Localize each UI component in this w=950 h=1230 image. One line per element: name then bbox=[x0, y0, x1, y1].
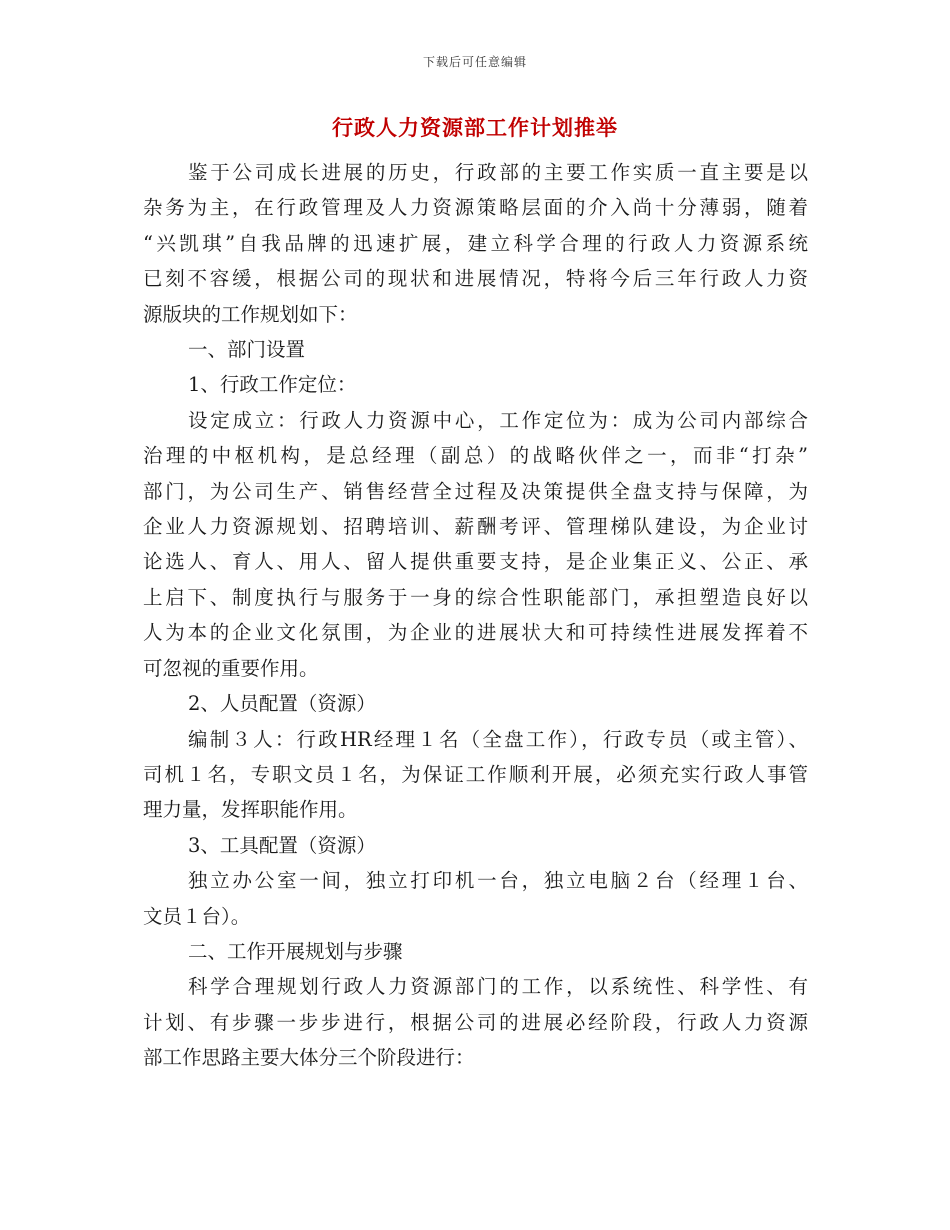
section-heading-department bbox=[143, 332, 808, 367]
page-header-note: 下载后可任意编辑 bbox=[422, 55, 527, 69]
section-heading-planning bbox=[143, 934, 808, 969]
heading-line: 3、工具配置（资源） bbox=[188, 833, 376, 857]
text-line: 上启下、制度执行与服务于一身的综合性职能部门，承担塑造良好以 bbox=[143, 585, 808, 609]
paragraph-staffing bbox=[143, 722, 808, 828]
text-line: 部工作思路主要大体分三个阶段进行： bbox=[143, 1046, 475, 1070]
text-line: 编制３人：行政HR经理１名（全盘工作），行政专员（或主管）、 bbox=[188, 727, 808, 751]
text-line: 司机１名，专职文员１名，为保证工作顺利开展，必须充实行政人事管 bbox=[143, 762, 808, 786]
text-line: 独立办公室一间，独立打印机一台，独立电脑２台（经理１台、 bbox=[188, 869, 808, 893]
text-line: 设定成立：行政人力资源中心，工作定位为：成为公司内部综合 bbox=[188, 408, 808, 432]
paragraph-planning bbox=[143, 969, 808, 1075]
text-line: 文员１台）。 bbox=[143, 904, 251, 928]
paragraph-positioning bbox=[143, 403, 808, 686]
text-line: 杂务为主，在行政管理及人力资源策略层面的介入尚十分薄弱，随着 bbox=[143, 196, 808, 220]
document-title: 行政人力资源部工作计划推举 bbox=[332, 115, 618, 140]
text-line: 人为本的企业文化氛围，为企业的进展状大和可持续性进展发挥着不 bbox=[143, 621, 808, 645]
text-line: “兴凯琪”自我品牌的迅速扩展，建立科学合理的行政人力资源系统 bbox=[143, 231, 808, 255]
heading-line: 一、部门设置 bbox=[188, 338, 306, 362]
subheading-tools bbox=[143, 828, 808, 863]
text-line: 企业人力资源规划、招聘培训、薪酬考评、管理梯队建设，为企业讨 bbox=[143, 515, 808, 539]
subheading-staffing bbox=[143, 686, 808, 721]
text-line: 部门，为公司生产、销售经营全过程及决策提供全盘支持与保障，为 bbox=[143, 479, 808, 503]
paragraph-tools bbox=[143, 863, 808, 934]
heading-line: 1、行政工作定位： bbox=[188, 373, 357, 397]
text-line: 可忽视的重要作用。 bbox=[143, 656, 319, 680]
text-line: 理力量，发挥职能作用。 bbox=[143, 798, 358, 822]
text-line: 源版块的工作规划如下： bbox=[143, 302, 358, 326]
document-body bbox=[143, 155, 808, 1076]
text-line: 科学合理规划行政人力资源部门的工作，以系统性、科学性、有 bbox=[188, 975, 808, 999]
text-line: 已刻不容缓，根据公司的现状和进展情况，特将今后三年行政人力资 bbox=[143, 267, 808, 291]
text-line: 论选人、育人、用人、留人提供重要支持，是企业集正义、公正、承 bbox=[143, 550, 808, 574]
heading-line: 二、工作开展规划与步骤 bbox=[188, 939, 403, 963]
heading-line: 2、人员配置（资源） bbox=[188, 692, 376, 716]
subheading-positioning bbox=[143, 367, 808, 402]
text-line: 计划、有步骤一步步进行，根据公司的进展必经阶段，行政人力资源 bbox=[143, 1010, 808, 1034]
text-line: 治理的中枢机构，是总经理（副总）的战略伙伴之一，而非“打杂” bbox=[143, 444, 808, 468]
paragraph-intro bbox=[143, 155, 808, 332]
text-line: 鉴于公司成长进展的历史，行政部的主要工作实质一直主要是以 bbox=[188, 161, 808, 184]
